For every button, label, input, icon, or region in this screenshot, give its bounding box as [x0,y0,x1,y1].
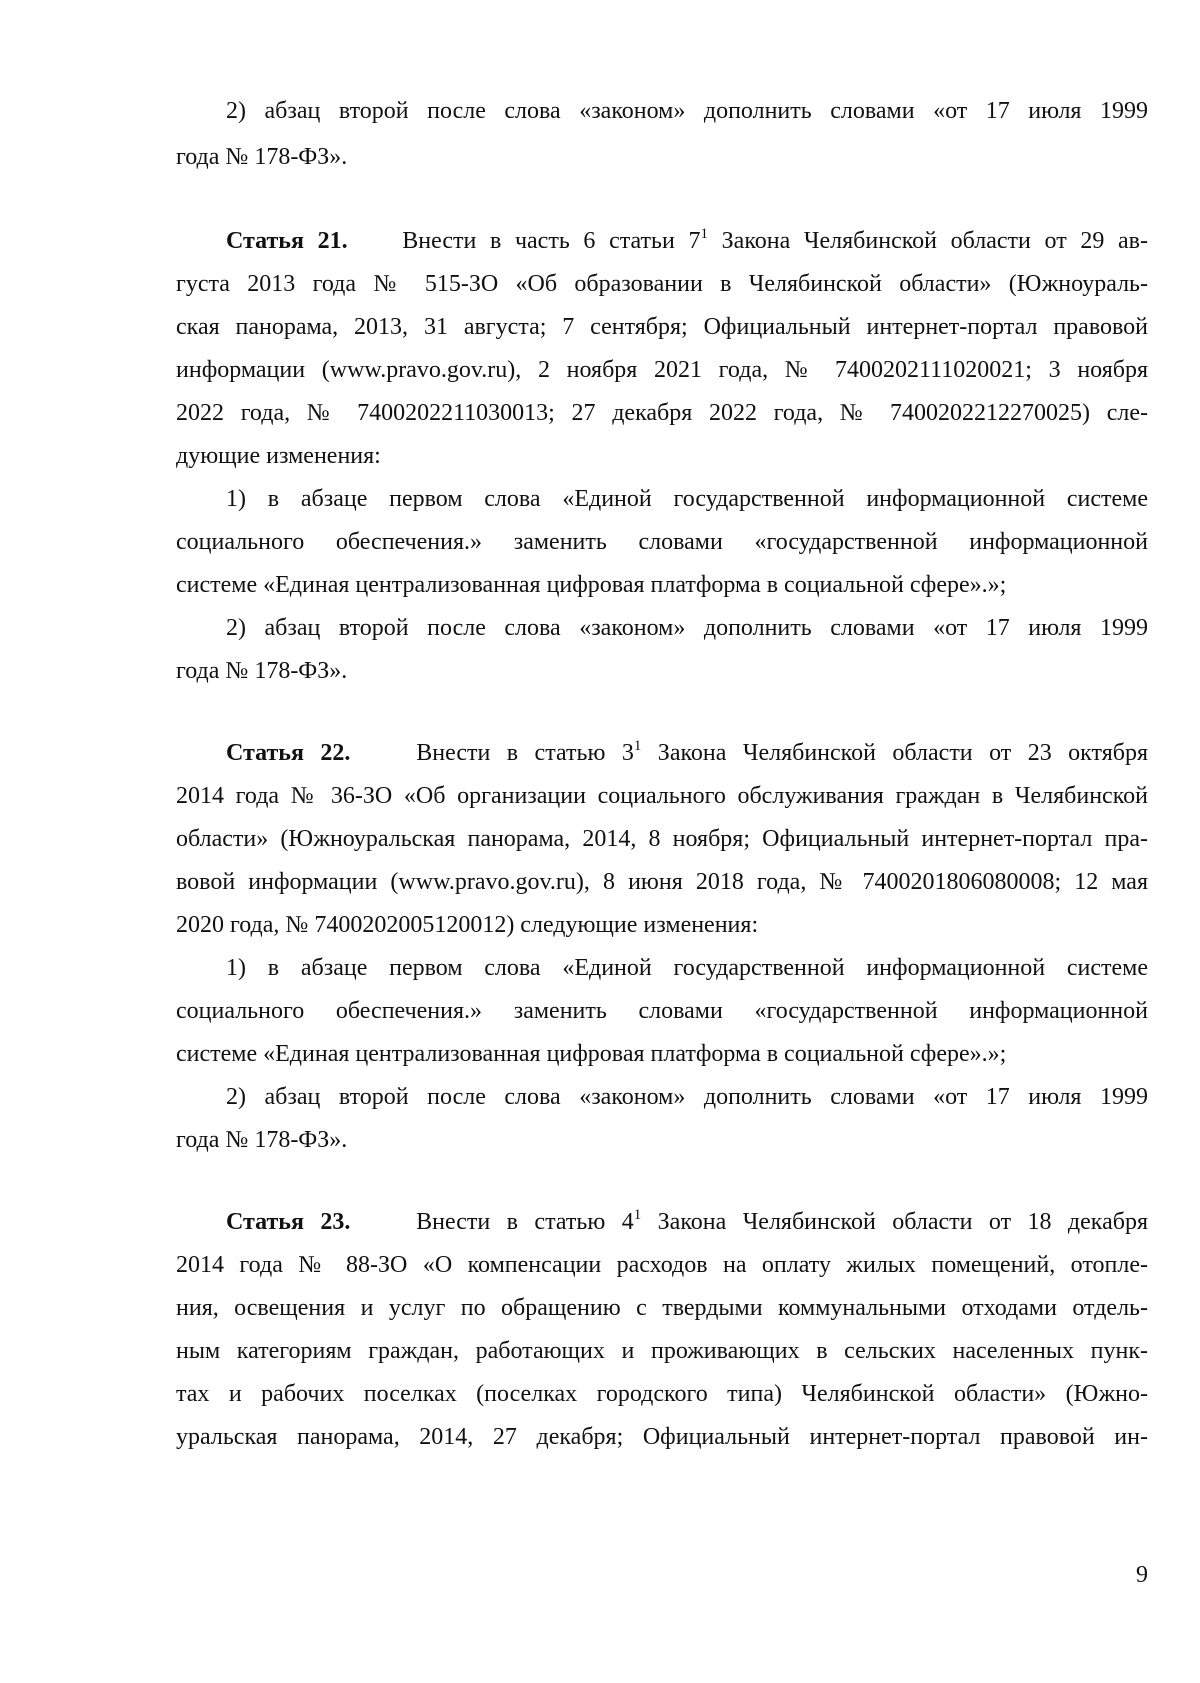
superscript: 1 [633,738,642,754]
article-title: Статья 23. [226,1209,351,1235]
page-number: 9 [1136,1562,1148,1588]
article-22-heading-line [226,738,1148,768]
paragraph-line: социального обеспечения.» заменить словами «государственной информационной [176,998,1148,1024]
superscript: 1 [700,226,708,242]
article-title: Статья 21. [226,228,348,254]
article-text: Внести в статью 3 [416,740,634,766]
paragraph-line: уральская панорама, 2014, 27 декабря; Официальный интернет-портал правовой ин- [176,1424,1148,1450]
article-21-heading-line [226,226,1148,256]
paragraph-line: 2020 года, № 7400202005120012) следующие изменения: [176,912,759,938]
paragraph-line: года № 178-ФЗ». [176,144,348,170]
paragraph-line: тах и рабочих поселках (поселках городского типа) Челябинской области» (Южно- [176,1381,1148,1407]
paragraph-line: ния, освещения и услуг по обращению с твердыми коммунальными отходами отдель- [176,1295,1148,1321]
paragraph-line: 1) в абзаце первом слова «Единой государственной информационной системе [226,486,1148,512]
paragraph-line: информации (www.pravo.gov.ru), 2 ноября 2021 года, № 7400202111020021; 3 ноября [176,357,1148,383]
paragraph-line: 2) абзац второй после слова «законом» дополнить словами «от 17 июля 1999 [226,98,1148,124]
paragraph-line: системе «Единая централизованная цифровая платформа в социальной сфере».»; [176,572,1007,598]
article-23-heading-line [226,1207,1148,1237]
paragraph-line: 2) абзац второй после слова «законом» дополнить словами «от 17 июля 1999 [226,615,1148,641]
article-title: Статья 22. [226,740,351,766]
paragraph-line: системе «Единая централизованная цифровая платформа в социальной сфере».»; [176,1041,1007,1067]
paragraph-line: ным категориям граждан, работающих и проживающих в сельских населенных пунк- [176,1338,1148,1364]
paragraph-line: 2022 года, № 7400202211030013; 27 декабря 2022 года, № 7400202212270025) сле- [176,400,1148,426]
paragraph-line: 2014 года № 88-ЗО «О компенсации расходов на оплату жилых помещений, отопле- [176,1252,1148,1278]
paragraph-line: области» (Южноуральская панорама, 2014, 8 ноября; Официальный интернет-портал пра- [176,826,1148,852]
paragraph-line: вовой информации (www.pravo.gov.ru), 8 июня 2018 года, № 7400201806080008; 12 мая [176,869,1148,895]
paragraph-line: 1) в абзаце первом слова «Единой государственной информационной системе [226,955,1148,981]
paragraph-line: густа 2013 года № 515-ЗО «Об образовании в Челябинской области» (Южноураль- [176,271,1148,297]
article-text: Внести в статью 4 [416,1209,634,1235]
article-text: Закона Челябинской области от 29 ав- [707,228,1148,254]
paragraph-line: дующие изменения: [176,443,381,469]
paragraph-line: социального обеспечения.» заменить словами «государственной информационной [176,529,1148,555]
article-text: Закона Челябинской области от 23 октября [641,740,1148,766]
paragraph-line: 2) абзац второй после слова «законом» дополнить словами «от 17 июля 1999 [226,1084,1148,1110]
paragraph-line: 2014 года № 36-ЗО «Об организации социального обслуживания граждан в Челябинской [176,783,1148,809]
superscript: 1 [633,1207,642,1223]
article-text: Внести в часть 6 статьи 7 [402,228,701,254]
paragraph-line: года № 178-ФЗ». [176,1127,348,1153]
paragraph-line: года № 178-ФЗ». [176,658,348,684]
paragraph-line: ская панорама, 2013, 31 августа; 7 сентября; Официальный интернет-портал правовой [176,314,1148,340]
article-text: Закона Челябинской области от 18 декабря [641,1209,1148,1235]
